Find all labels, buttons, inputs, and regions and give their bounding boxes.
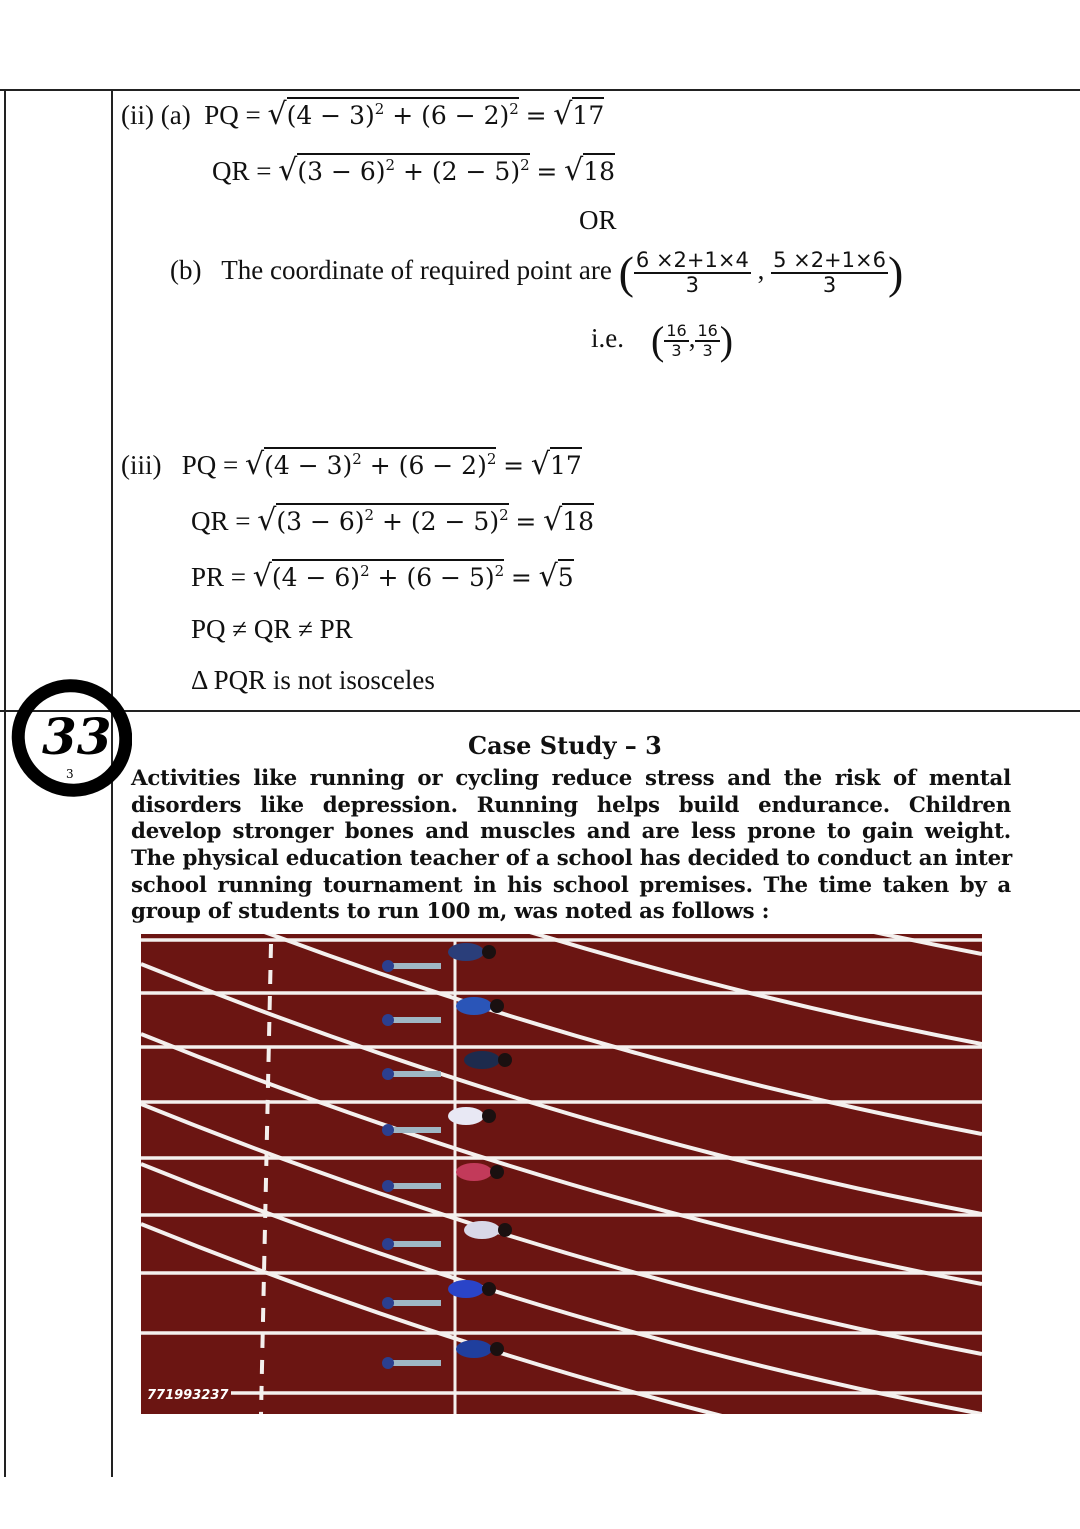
close-paren: ) (887, 247, 904, 298)
starting-block-foot (382, 960, 394, 972)
sqrt-result: √17 (530, 447, 582, 482)
fraction-x: $\frac{6 \times 2+1\times 4}{3}$ (635, 248, 749, 297)
starting-block (386, 1183, 441, 1189)
or-separator: OR (579, 205, 617, 235)
solution-iii-pr-line: PR = $√(4 - 6)^2 + (6 - 5)^2 = √5$ (191, 559, 574, 594)
badge-number: 33 (42, 707, 112, 766)
solution-iii-pq-line: (iii) PQ = $√(4 - 3)^2 + (6 - 2)^2 = √17$ (121, 447, 582, 482)
paragraph-line: school running tournament in his school premises. The time taken by a (131, 872, 1011, 898)
open-paren: ( (618, 247, 634, 298)
runner (456, 1340, 492, 1358)
starting-block (386, 1360, 441, 1366)
fraction-y: $\frac{5 \times 2+1\times 6}{3}$ (773, 248, 886, 297)
starting-block (386, 1017, 441, 1023)
b-label: (b) (170, 255, 202, 286)
runner (456, 1163, 492, 1181)
paragraph-line: develop stronger bones and muscles and are less prone to gain weight. (131, 819, 1011, 845)
table-row-divider (0, 710, 1080, 712)
runner-head (490, 999, 504, 1013)
case-study-title: Case Study – 3 (468, 731, 662, 760)
runner (456, 997, 492, 1015)
starting-block-foot (382, 1124, 394, 1136)
starting-block-foot (382, 1014, 394, 1026)
photo-id-watermark: 771993237 (147, 1388, 229, 1403)
starting-block-foot (382, 1357, 394, 1369)
sqrt-expression: $√(4 - 3)^2 + (6 - 2)^2$ (245, 447, 497, 482)
b-text: The coordinate of required point are (221, 255, 612, 286)
sqrt-expression: $√(4 - 6)^2 + (6 - 5)^2$ (252, 559, 505, 594)
runner-head (482, 1282, 496, 1296)
paragraph-line: disorders like depression. Running helps build endurance. Children (131, 792, 1011, 818)
runner-head (498, 1053, 512, 1067)
solution-iii-qr-line: QR = $√(3 - 6)^2 + (2 - 5)^2 = √18$ (191, 503, 595, 538)
solution-ii-qr-line: QR = $√(3 - 6)^2 + (2 - 5)^2 = √18$ (212, 153, 616, 188)
ie-label: i.e. (591, 323, 624, 354)
starting-block (386, 1241, 441, 1247)
fraction-y-result: $\frac{16}{3}$ (697, 321, 718, 360)
starting-block-foot (382, 1068, 394, 1080)
runner-head (482, 945, 496, 959)
starting-block (386, 1071, 441, 1077)
paragraph-line: Activities like running or cycling reduce stress and the risk of mental (131, 766, 1011, 791)
runner (448, 943, 484, 961)
solution-ii-b-line: (b) The coordinate of required point are ( $\frac{6 \times 2+1\times 4}{3}$ , $\frac{5 \times 2+1\times 6}{3}$ ) (170, 247, 904, 298)
solution-ii-pq-line: (ii) (a) PQ = $√(4 - 3)^2 + (6 - 2)^2 = √17$ (121, 97, 605, 132)
sqrt-result: √18 (564, 153, 616, 188)
sqrt-result: √18 (543, 503, 595, 538)
case-study-paragraph (131, 766, 1011, 926)
paragraph-line: group of students to run 100 m, was noted as follows : (131, 899, 770, 925)
runner-head (482, 1109, 496, 1123)
sqrt-expression: $√(3 - 6)^2 + (2 - 5)^2$ (278, 153, 530, 188)
inequality-line: PQ ≠ QR ≠ PR (191, 614, 353, 644)
starting-block-foot (382, 1238, 394, 1250)
ie-line: i.e. ( $\frac{16}{3}$ , $\frac{16}{3}$ ) (591, 318, 734, 363)
runner-head (498, 1223, 512, 1237)
sqrt-expression: $√(4 - 3)^2 + (6 - 2)^2$ (267, 97, 519, 132)
question-number-badge (6, 674, 132, 798)
qr-lhs: QR = (212, 156, 272, 186)
starting-block (386, 1127, 441, 1133)
solution-ii-label: (ii) (a) (121, 100, 191, 130)
sqrt-expression: $√(3 - 6)^2 + (2 - 5)^2$ (257, 503, 509, 538)
running-track-photo (141, 934, 982, 1414)
fraction-x-result: $\frac{16}{3}$ (666, 321, 687, 360)
table-border-top (0, 89, 1080, 91)
pq-lhs: PQ = (204, 100, 261, 130)
runner-head (490, 1342, 504, 1356)
starting-block-foot (382, 1180, 394, 1192)
track-surface (141, 934, 982, 1414)
sqrt-result: √5 (538, 559, 574, 594)
starting-block (386, 963, 441, 969)
starting-block (386, 1300, 441, 1306)
starting-block-foot (382, 1297, 394, 1309)
paragraph-line: The physical education teacher of a school has decided to conduct an inter (131, 846, 1013, 872)
badge-small-number: 3 (66, 767, 74, 781)
runner (464, 1221, 500, 1239)
solution-iii-label: (iii) (121, 450, 162, 480)
sqrt-result: √17 (553, 97, 605, 132)
runner (448, 1107, 484, 1125)
runner-head (490, 1165, 504, 1179)
conclusion-line: Δ PQR is not isosceles (191, 665, 435, 695)
runner (448, 1280, 484, 1298)
runner (464, 1051, 500, 1069)
